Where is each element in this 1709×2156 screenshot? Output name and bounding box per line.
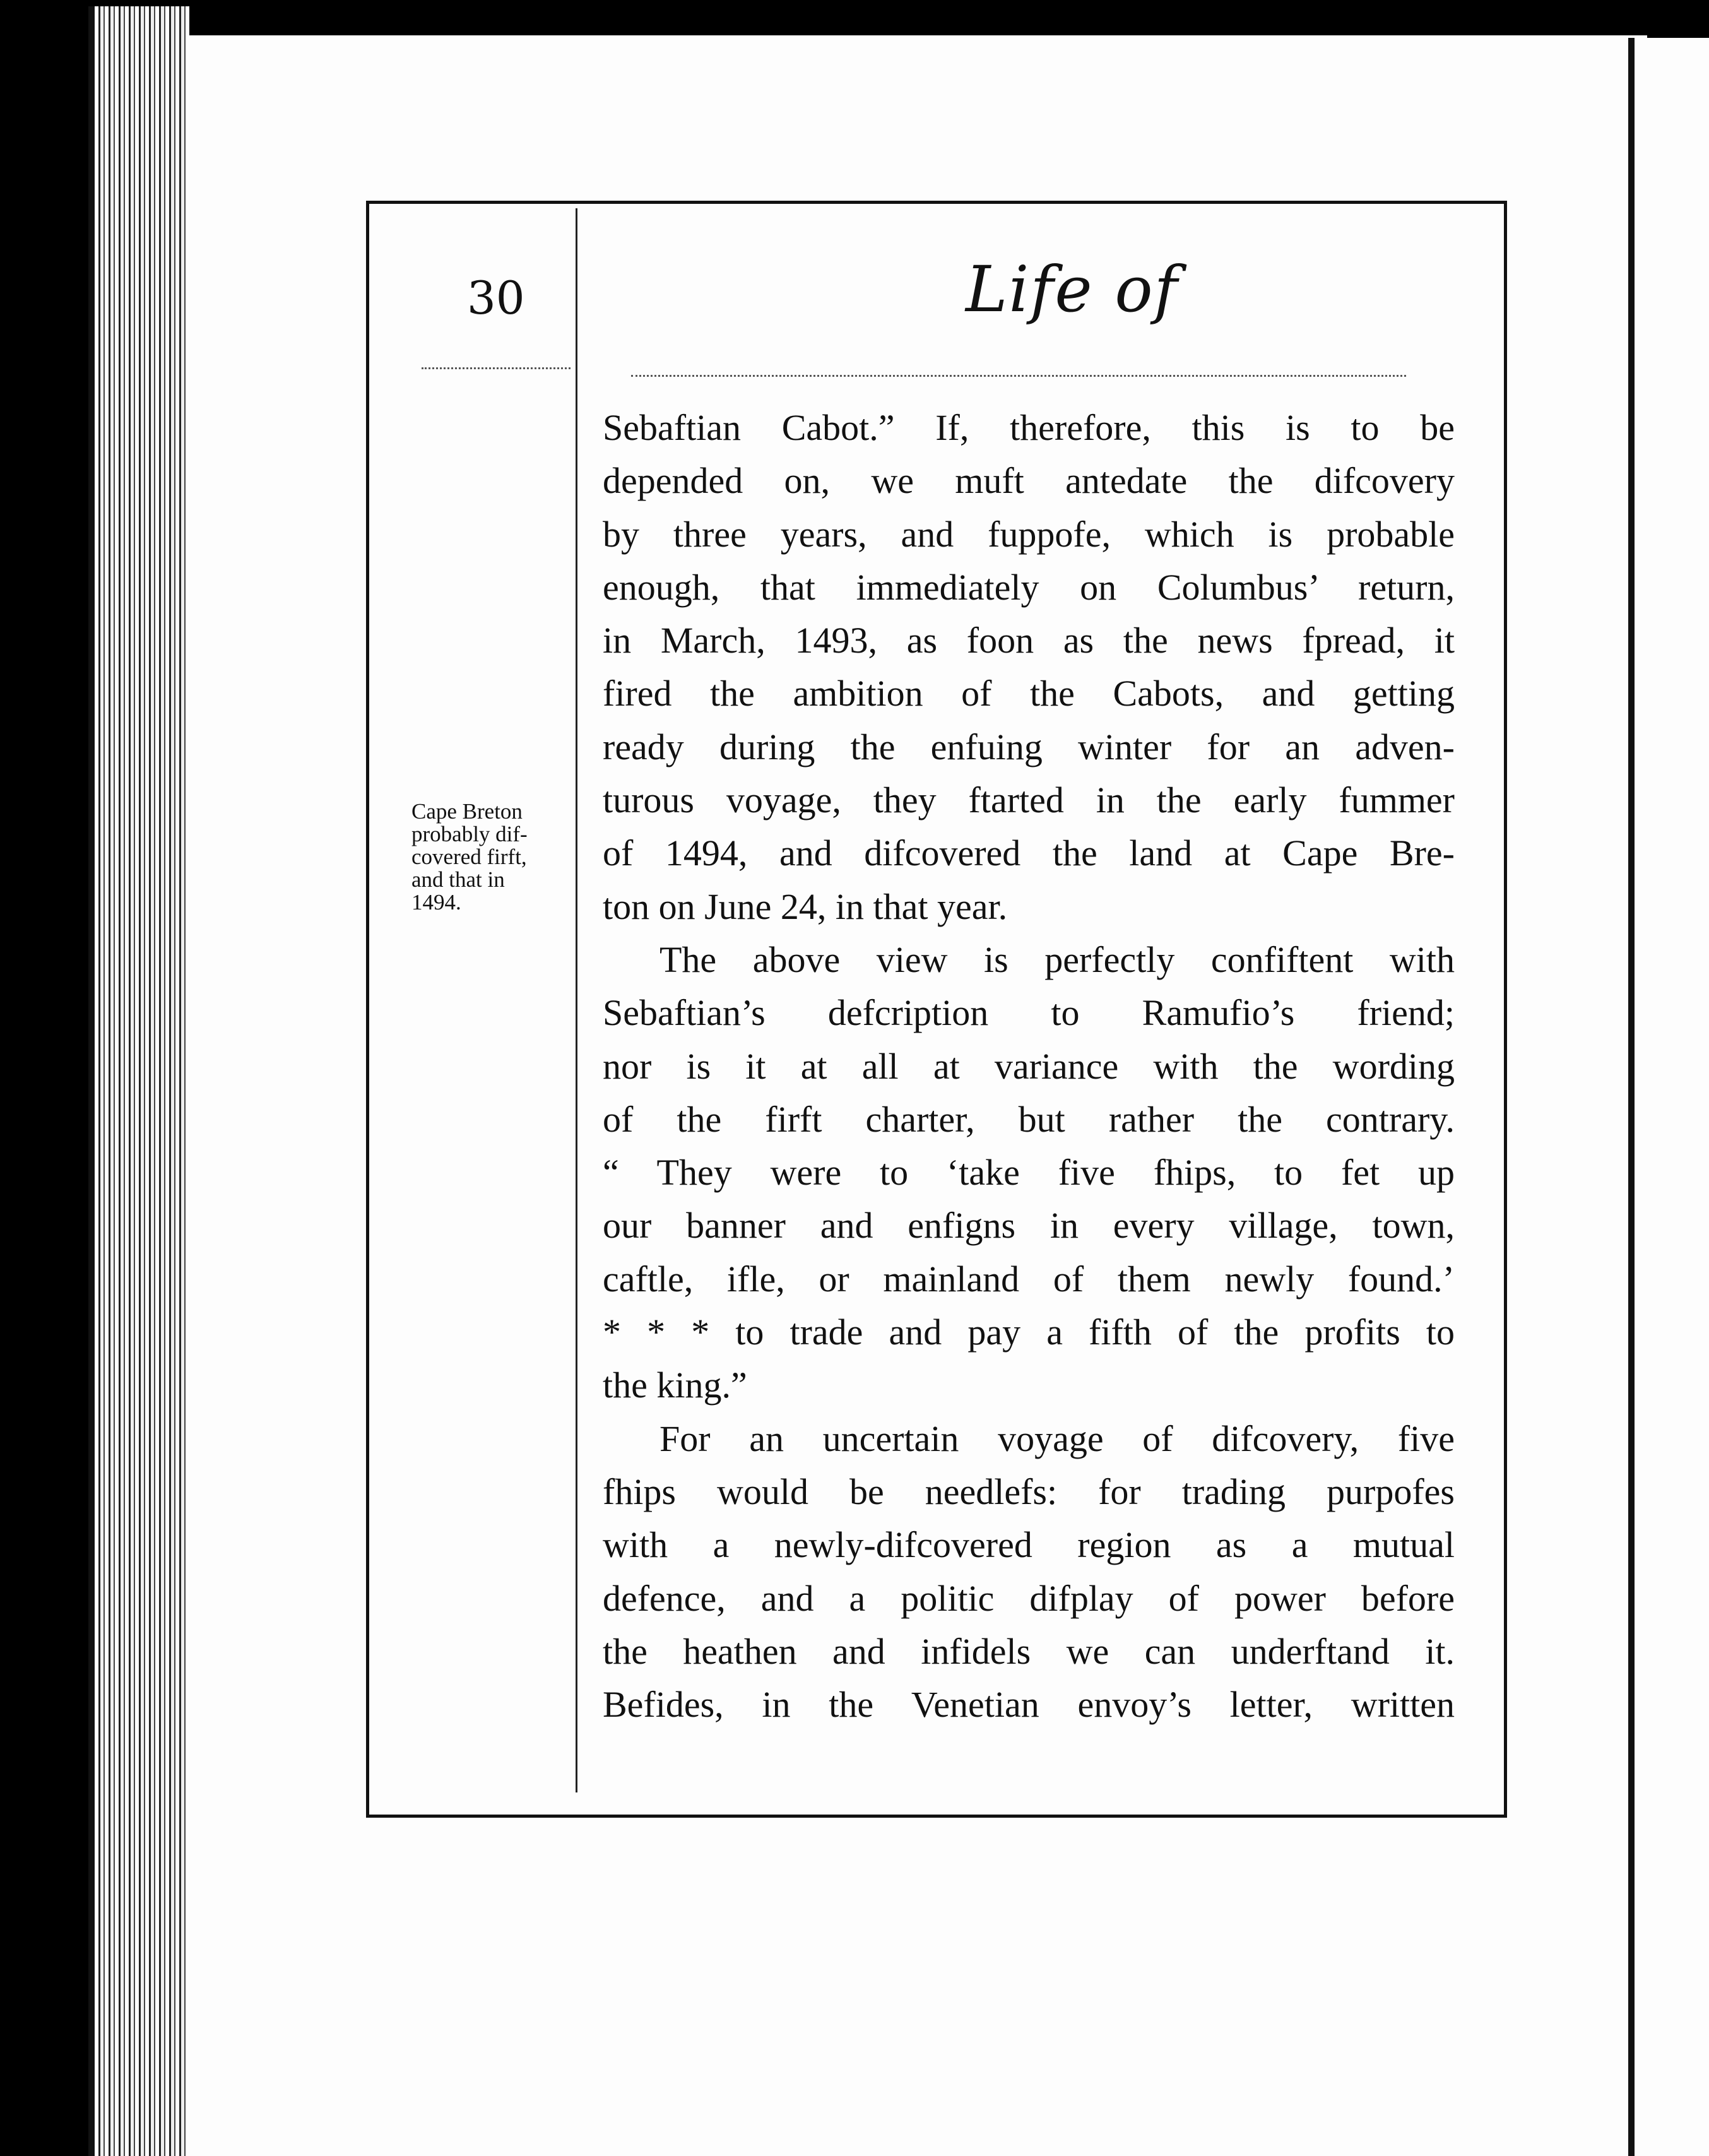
running-head: Life of [966, 252, 1179, 326]
text-line: the king.” [603, 1365, 747, 1406]
text-line: enough, that immediately on Columbus’ return, [603, 566, 1455, 608]
text-line: ready during the enfuing winter for an adven- [603, 726, 1455, 767]
header-rule-right [631, 375, 1406, 377]
text-line: in March, 1493, as foon as the news fpread, it [603, 620, 1455, 661]
text-line: by three years, and fuppofe, which is probable [603, 513, 1455, 555]
text-line: depended on, we muft antedate the difcovery [603, 460, 1455, 502]
text-line: fired the ambition of the Cabots, and getting [603, 673, 1455, 714]
text-line: of 1494, and difcovered the land at Cape Bre- [603, 832, 1455, 874]
margin-divider-rule [576, 208, 577, 1792]
text-line: of the firft charter, but rather the contrary. [603, 1098, 1455, 1140]
text-line: Befides, in the Venetian envoy’s letter, written [603, 1684, 1455, 1726]
header-rule-left [422, 367, 571, 369]
margin-note-line: and that in [411, 867, 505, 892]
text-line: with a newly-difcovered region as a mutual [603, 1524, 1455, 1566]
text-line: ton on June 24, in that year. [603, 886, 1008, 927]
text-line: turous voyage, they ftarted in the early fummer [603, 779, 1455, 821]
margin-note [411, 800, 569, 914]
margin-note-line: covered firft, [411, 844, 527, 869]
body-text [603, 401, 1455, 1731]
text-line: nor is it at all at variance with the wording [603, 1045, 1455, 1087]
margin-note-line: probably dif- [411, 822, 528, 846]
text-line: the heathen and infidels we can underftand it. [603, 1630, 1455, 1672]
text-line: Sebaftian’s defcription to Ramufio’s friend; [603, 992, 1455, 1034]
page-edges-stack [95, 6, 189, 2156]
text-line: caftle, ifle, or mainland of them newly found.’ [603, 1258, 1455, 1300]
text-line: fhips would be needlefs: for trading purpofes [603, 1471, 1455, 1512]
text-line: our banner and enfigns in every village, town, [603, 1205, 1455, 1247]
text-line: Sebaftian Cabot.” If, therefore, this is to be [603, 407, 1455, 448]
margin-note-line: Cape Breton [411, 799, 523, 824]
page-number: 30 [467, 271, 525, 324]
text-line: The above view is perfectly confiftent with [659, 939, 1455, 980]
margin-note-line: 1494. [411, 890, 461, 915]
facing-page-edge [1628, 38, 1709, 2156]
text-line: For an uncertain voyage of difcovery, five [659, 1418, 1455, 1459]
text-line: * * * to trade and pay a fifth of the profits to [603, 1312, 1455, 1353]
text-line: “ They were to ‘take five fhips, to fet up [603, 1152, 1455, 1194]
text-line: defence, and a politic difplay of power before [603, 1577, 1455, 1619]
